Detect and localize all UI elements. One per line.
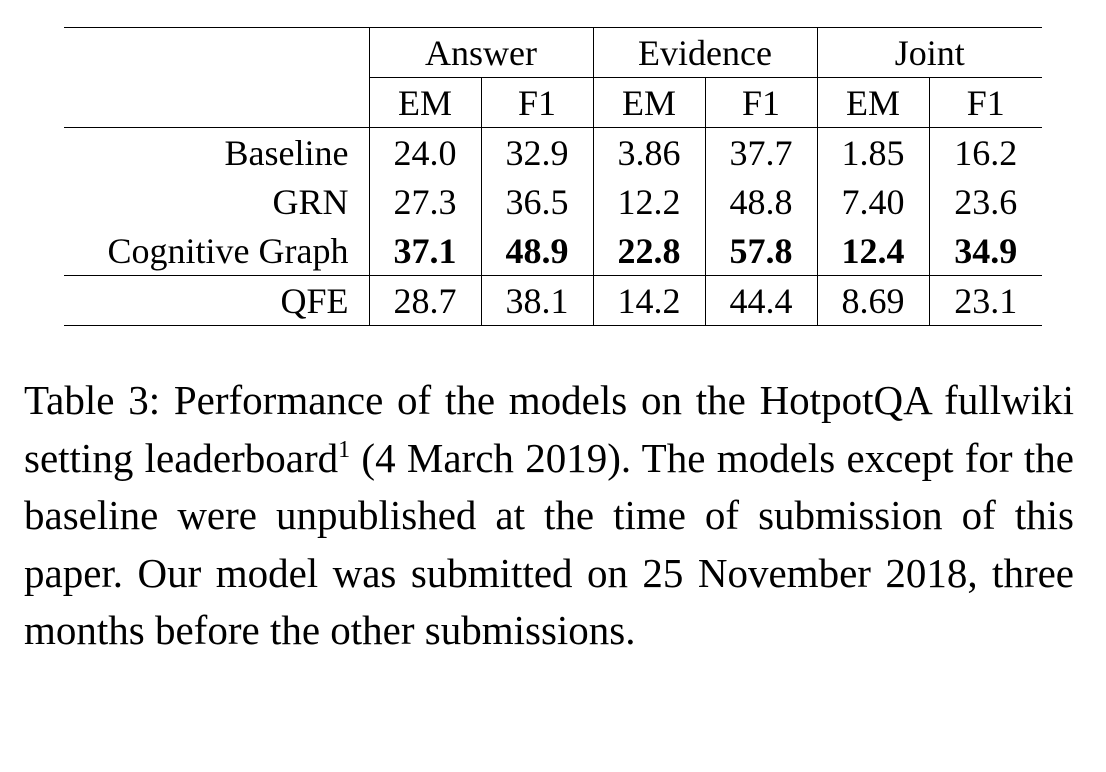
cell-answer-em: 28.7 [369,276,481,326]
group-header-answer: Answer [369,28,593,78]
cell-evidence-em: 14.2 [593,276,705,326]
table-subheader-blank [64,78,369,128]
table-row-baseline [64,128,1042,178]
cell-evidence-em: 3.86 [593,128,705,178]
cell-evidence-f1: 48.8 [705,177,817,226]
cell-joint-em: 1.85 [817,128,929,178]
cell-joint-f1: 23.1 [929,276,1042,326]
cell-evidence-f1: 57.8 [705,226,817,276]
cell-joint-f1: 16.2 [929,128,1042,178]
row-label: Baseline [64,128,369,178]
row-label: Cognitive Graph [64,226,369,276]
cell-answer-em: 24.0 [393,132,457,173]
subheader-answer-em: EM [369,78,481,128]
table-corner-cell [64,28,369,78]
cell-evidence-em: 22.8 [593,226,705,276]
table-caption [24,372,1074,660]
cell-answer-f1: 32.9 [481,128,593,178]
cell-evidence-em: 12.2 [593,177,705,226]
cell-answer-f1: 38.1 [481,276,593,326]
table-row-grn [64,177,1042,226]
subheader-evidence-f1: F1 [705,78,817,128]
cell-joint-em: 12.4 [817,226,929,276]
footnote-marker[interactable]: 1 [338,436,351,463]
cell-joint-em: 8.69 [817,276,929,326]
subheader-joint-em: EM [817,78,929,128]
group-header-joint: Joint [817,28,1042,78]
caption-text-main: Table 3: Performance of the models on the HotpotQA fullwiki setting leaderboard [24,377,1074,481]
subheader-joint-f1: F1 [929,78,1042,128]
row-label: QFE [64,276,369,326]
cell-answer-f1: 48.9 [481,226,593,276]
row-label: GRN [64,177,369,226]
group-header-evidence: Evidence [593,28,817,78]
cell-evidence-f1: 37.7 [705,128,817,178]
table-row-cognitive-graph [64,226,1042,276]
cell-answer-em: 27.3 [393,181,457,222]
subheader-evidence-em: EM [593,78,705,128]
table-row-qfe [64,276,1042,326]
subheader-answer-f1: F1 [481,78,593,128]
results-table [64,27,1042,326]
cell-joint-em: 7.40 [817,177,929,226]
cell-joint-f1: 23.6 [929,177,1042,226]
table-subheader-row [64,78,1042,128]
caption-text-rest: (4 March 2019). The models except for the baseline were unpublished at the time of submission of this paper. Our model was submitted on 25 November 2018, three months before the other submissions. [24,434,1074,653]
cell-evidence-f1: 44.4 [705,276,817,326]
cell-answer-f1: 36.5 [481,177,593,226]
cell-answer-em: 37.1 [369,226,481,276]
table-group-header-row [64,28,1042,78]
cell-joint-f1: 34.9 [929,226,1042,276]
